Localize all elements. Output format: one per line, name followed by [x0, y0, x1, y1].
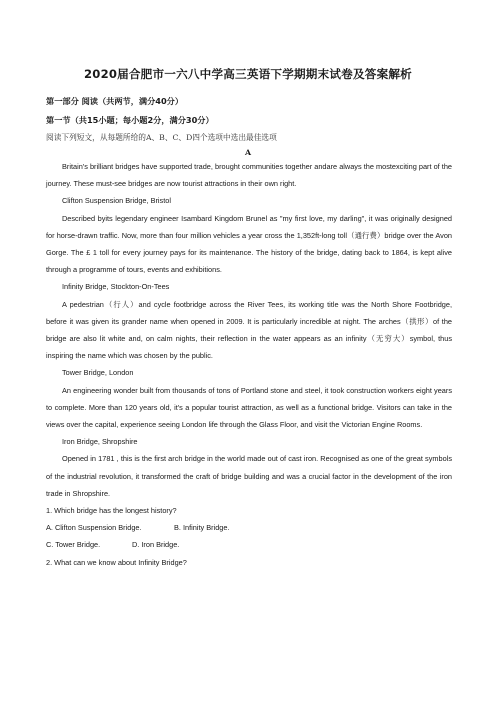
- bridge-text-infinity: A pedestrian（行人）and cycle footbridge across the River Tees, its working title was the North Shore Footbridge, before it was given its grander name when opened in 2009. It is particularly incredible at night. The arches（拱形）of the bridge are also lit white and, on calm nights, their reflection in the water appears as an infinity（无穷大）symbol, thus inspiring the name which was chosen by the public.: [46, 299, 452, 361]
- bridge-text-iron: Opened in 1781 , this is the first arch bridge in the world made out of cast iron. Recognised as one of the great symbols of the industrial revolution, it transformed the craft of bridge building and was a crucial factor in the development of the iron trade in Shropshire.: [46, 454, 452, 498]
- passage-body: [46, 158, 452, 571]
- bridge-heading-infinity: Infinity Bridge, Stockton-On-Tees: [62, 282, 170, 292]
- passage-intro: Britain's brilliant bridges have supported trade, brought communities together andare always the mostexciting part of the journey. These must-see bridges are now tourist attractions in their own right.: [46, 162, 452, 189]
- section-heading: 第一节（共15小题；每小题2分，满分30分）: [46, 115, 214, 125]
- bridge-text-clifton: Described byits legendary engineer Isambard Kingdom Brunel as "my first love, my darling", it was originally designed for horse-drawn traffic. Now, more than four million vehicles a year cross the 1,352ft-long toll（通行费）bridge over the Avon Gorge. The £ 1 toll for every journey pays for its maintenance. The history of the bridge, dating back to 1864, is kept alive through a programme of tours, events and exhibitions.: [46, 213, 452, 275]
- bridge-heading-iron: Iron Bridge, Shropshire: [62, 437, 138, 447]
- question-1-options-row-1: [46, 519, 452, 536]
- question-1-options-row-2: [46, 536, 452, 553]
- option-a: A. Clifton Suspension Bridge.: [46, 523, 142, 533]
- instruction-text: 阅读下列短文，从每题所给的A、B、C、D四个选项中选出最佳选项: [46, 133, 277, 142]
- option-b: B. Infinity Bridge.: [174, 523, 230, 533]
- option-d: D. Iron Bridge.: [132, 540, 180, 550]
- document-title: 2020届合肥市一六八中学高三英语下学期期末试卷及答案解析: [84, 67, 412, 81]
- option-c: C. Tower Bridge.: [46, 540, 101, 550]
- bridge-heading-tower: Tower Bridge, London: [62, 368, 134, 378]
- bridge-heading-clifton: Clifton Suspension Bridge, Bristol: [62, 196, 171, 206]
- part-heading: 第一部分 阅读（共两节，满分40分）: [46, 96, 184, 106]
- question-1: 1. Which bridge has the longest history?: [46, 506, 177, 516]
- passage-label: A: [244, 148, 252, 157]
- question-2: 2. What can we know about Infinity Bridge?: [46, 557, 187, 567]
- bridge-text-tower: An engineering wonder built from thousands of tons of Portland stone and steel, it took construction workers eight years to complete. More than 120 years old, it's a popular tourist attraction, as well as a functional bridge. Visitors can take in the views over the capital, experience seeing London life through the Glass Floor, and visit the Victorian Engine Rooms.: [46, 385, 452, 430]
